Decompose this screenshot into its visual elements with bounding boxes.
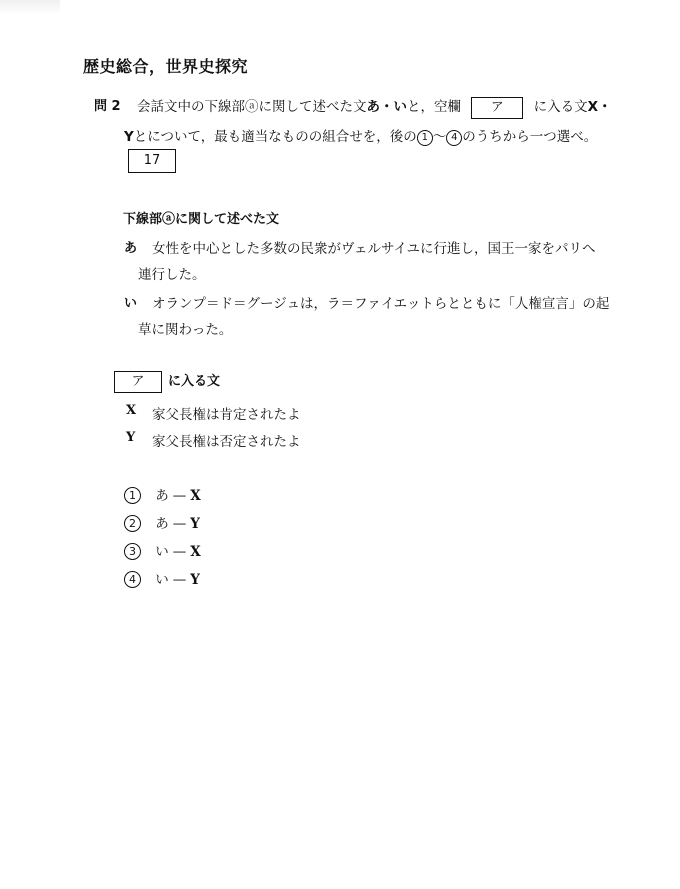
question-line-2: Yとについて，最も適当なものの組合せを，後の 1 ～ 4 のうちから一つ選べ。 — [124, 129, 598, 145]
statement-x-text: 家父長権は肯定されたよ — [152, 407, 301, 423]
choice-number: 3 — [124, 543, 141, 560]
statements-heading: 下線部ⓐに関して述べた文 — [123, 212, 280, 227]
scan-shadow — [0, 0, 60, 14]
statement-mark-x: X — [126, 403, 137, 418]
statement-i-line-1: オランプ＝ド＝グージュは，ラ＝ファイエットらとともに「人権宣言」の起 — [152, 296, 610, 312]
blank-box-a: ア — [471, 97, 523, 119]
blank-heading: に入る文 — [168, 374, 221, 389]
choice-number: 4 — [124, 571, 141, 588]
question-label: 問 2 — [94, 99, 121, 114]
statement-mark-y: Y — [126, 430, 136, 445]
blank-heading-row — [114, 370, 220, 393]
blank-box-a-heading: ア — [114, 371, 162, 393]
statement-a-line-1: 女性を中心とした多数の民衆がヴェルサイユに行進し，国王一家をパリへ — [152, 241, 596, 257]
choice-3: 3 い — X — [124, 540, 201, 560]
circled-number-4: 4 — [446, 130, 462, 146]
question-line-1: 会話文中の下線部ⓐに関して述べた文あ・いと，空欄 ア に入る文X・ — [137, 95, 612, 119]
statement-i-line-2: 草に関わった。 — [138, 322, 233, 338]
choice-2: 2 あ — Y — [124, 512, 200, 532]
subject-title: 歴史総合，世界史探究 — [83, 57, 249, 76]
choice-number: 2 — [124, 515, 141, 532]
statement-mark-a: あ — [124, 241, 138, 256]
answer-number-row — [128, 149, 176, 173]
statement-y-text: 家父長権は否定されたよ — [152, 434, 301, 450]
statement-mark-i: い — [124, 296, 138, 311]
choice-4: 4 い — Y — [124, 568, 200, 588]
choice-1: 1 あ — X — [124, 484, 201, 504]
statement-a-line-2: 連行した。 — [138, 267, 206, 283]
choice-number: 1 — [124, 487, 141, 504]
answer-number-box: 17 — [128, 149, 176, 173]
circled-number-1: 1 — [417, 130, 433, 146]
